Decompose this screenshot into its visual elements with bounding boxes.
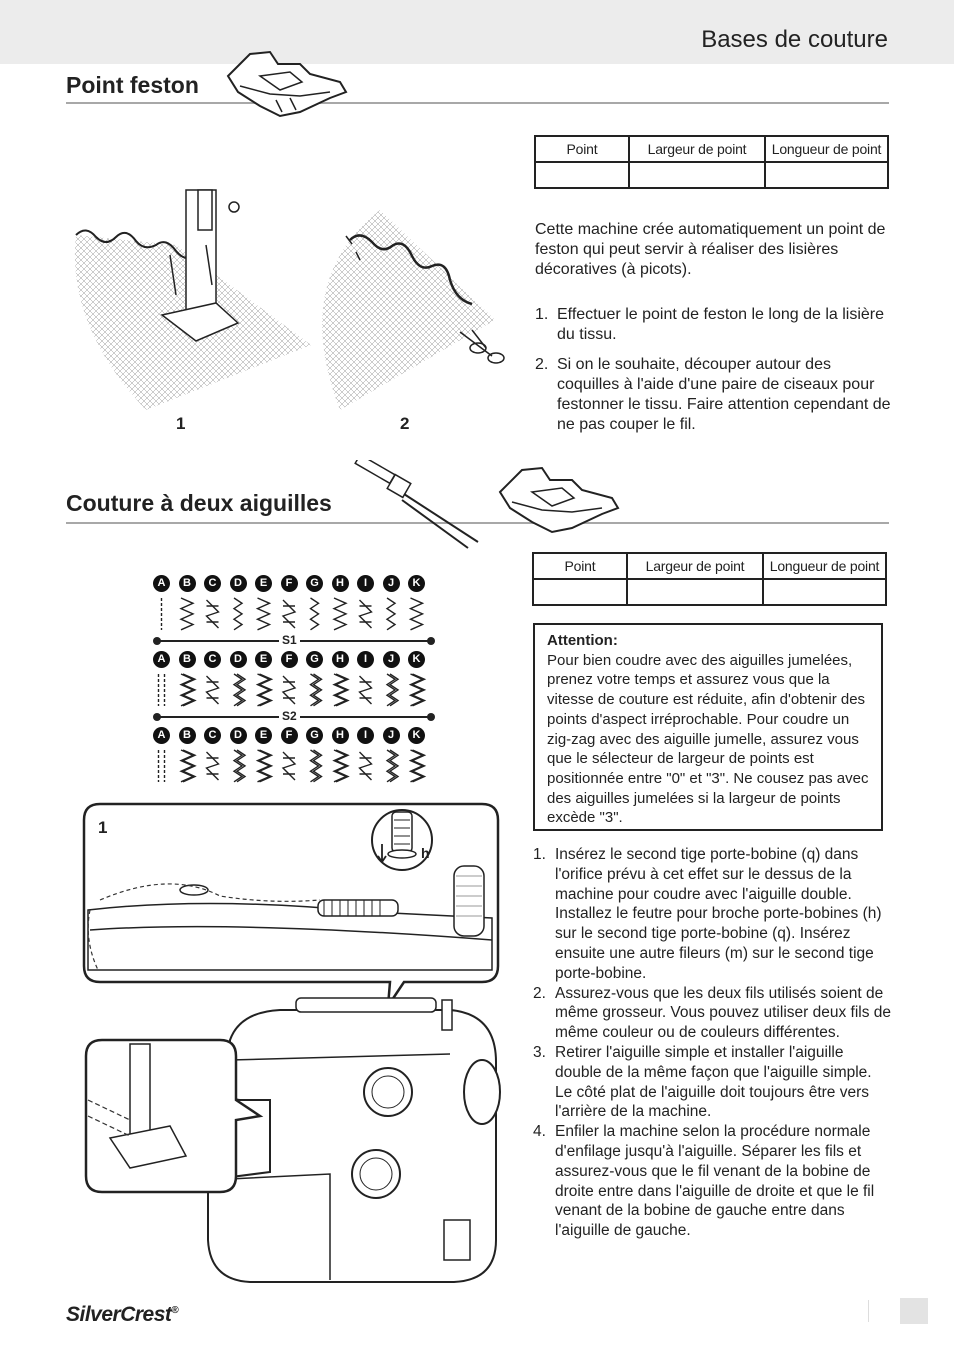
- step-number: 2.: [535, 356, 549, 373]
- stitch-pattern-glyph: [411, 598, 423, 630]
- stitch-pattern-glyph: [360, 752, 372, 780]
- list-item: [533, 1122, 891, 1241]
- stitch-letter-badge: H: [332, 651, 349, 668]
- stitch-letter-badge: A: [153, 651, 170, 668]
- stitch-settings-table-2: [532, 552, 887, 606]
- step-text: Enfiler la machine selon la procédure normale d'enfilage jusqu'à l'aiguille. Séparer les fils et assurez-vous que le fil venant de la bobine de droite entre dans l'aiguille de droite et que le fil venant de la bobine de gauche entre dans l'aiguille de gauche.: [555, 1123, 875, 1240]
- brand-name: SilverCrest: [66, 1303, 172, 1326]
- list-item: [535, 355, 891, 435]
- step-text: Retirer l'aiguille simple et installer l'aiguille double de la même façon que l'aiguille simple. Le côté plat de l'aiguille doit toujours être vers l'arrière de la machine.: [555, 1043, 872, 1121]
- step-number: 2.: [533, 984, 546, 1002]
- stitch-letter-badge: G: [306, 651, 323, 668]
- presser-foot-icon: [492, 462, 622, 537]
- section1-intro: Cette machine crée automatiquement un point de feston qui peut servir à réaliser des lisières décoratives (à picots).: [535, 221, 886, 278]
- stitch-pattern-glyph: [181, 674, 195, 706]
- stitch-pattern-glyph: [258, 598, 270, 630]
- stitch-letter-badge: A: [153, 575, 170, 592]
- stitch-letter-badge: B: [179, 727, 196, 744]
- stitch-letter-badge: F: [281, 651, 298, 668]
- stitch-pattern-glyph: [283, 676, 295, 704]
- table-cell: [765, 162, 888, 188]
- stitch-letter-badge: K: [408, 727, 425, 744]
- stitch-letter-row: [153, 651, 435, 668]
- stitch-letter-badge: G: [306, 575, 323, 592]
- stitch-letter-badge: J: [383, 651, 400, 668]
- stitch-pattern-glyph: [334, 750, 348, 782]
- stitch-pattern-glyph: [181, 598, 193, 630]
- stitch-settings-table-1: [534, 135, 889, 189]
- stitch-pattern-glyph: [207, 676, 219, 704]
- stitch-letter-badge: D: [230, 727, 247, 744]
- stitch-pattern-row-1: [153, 596, 435, 632]
- stitch-letter-row: [153, 575, 435, 592]
- stitch-pattern-glyph: [334, 598, 346, 630]
- row-label-s1: S1: [279, 633, 300, 647]
- stitch-chart: [153, 575, 435, 784]
- stitch-letter-badge: H: [332, 727, 349, 744]
- table-cell: [535, 162, 629, 188]
- attention-text: Pour bien coudre avec des aiguilles jumelées, prenez votre temps et assurez vous que la vitesse de couture est réduite, afin d'obtenir des points d'aspect irréprochable. Pour coudre un zig-zag avec des aiguille jumelle, assurez vous que le sélecteur de largeur de points est positionnée entre "0" et "3". Ne cousez pas avec des aiguilles jumelées si la largeur de points excède "3".: [547, 651, 869, 827]
- step-number: 3.: [533, 1043, 546, 1061]
- figure-label-1: 1: [176, 414, 186, 433]
- table-header-width: Largeur de point: [627, 553, 763, 579]
- stitch-letter-badge: G: [306, 727, 323, 744]
- stitch-pattern-glyph: [234, 598, 242, 630]
- stitch-pattern-glyph: [360, 600, 372, 628]
- stitch-pattern-glyph: [159, 674, 165, 706]
- attention-box: [533, 623, 883, 831]
- stitch-pattern-glyph: [411, 750, 425, 782]
- stitch-pattern-glyph: [234, 750, 245, 782]
- stitch-pattern-glyph: [283, 600, 295, 628]
- page-tab: [900, 1298, 928, 1324]
- attention-title: Attention:: [547, 632, 618, 649]
- stitch-pattern-glyph: [159, 750, 165, 782]
- table-cell: [627, 579, 763, 605]
- stitch-letter-badge: E: [255, 651, 272, 668]
- stitch-letter-badge: D: [230, 575, 247, 592]
- stitch-pattern-glyph: [387, 598, 395, 630]
- stitch-letter-badge: C: [204, 727, 221, 744]
- table-cell: [629, 162, 765, 188]
- table-header-length: Longueur de point: [763, 553, 886, 579]
- stitch-pattern-glyph: [283, 752, 295, 780]
- s2-divider: [153, 710, 435, 724]
- stitch-pattern-glyph: [258, 674, 272, 706]
- step-text: Si on le souhaite, découper autour des coquilles à l'aide d'une paire de ciseaux pour festonner le tissu. Faire attention cependant de ne pas couper le fil.: [557, 356, 891, 433]
- stitch-letter-badge: F: [281, 727, 298, 744]
- stitch-letter-badge: E: [255, 727, 272, 744]
- stitch-letter-badge: C: [204, 575, 221, 592]
- stitch-letter-badge: C: [204, 651, 221, 668]
- sewing-machine-illustration: [70, 800, 510, 1290]
- step-text: Effectuer le point de feston le long de la lisière du tissu.: [557, 306, 885, 343]
- list-item: [533, 1043, 891, 1122]
- table-header-width: Largeur de point: [629, 136, 765, 162]
- stitch-pattern-glyph: [387, 674, 398, 706]
- page-header-title: Bases de couture: [701, 26, 888, 53]
- step-text: Assurez-vous que les deux fils utilisés soient de même grosseur. Vous pouvez utiliser deux fils de même couleur ou de couleurs différentes.: [555, 984, 892, 1042]
- stitch-pattern-glyph: [207, 752, 219, 780]
- stitch-letter-badge: I: [357, 727, 374, 744]
- scallop-stitch-illustration-2: [300, 200, 515, 425]
- stitch-letter-badge: B: [179, 575, 196, 592]
- brand-logo: [66, 1303, 178, 1327]
- section1-steps: [535, 305, 891, 435]
- stitch-pattern-row-3: [153, 748, 435, 784]
- figure-label-2: 2: [400, 414, 410, 433]
- step-number: 1.: [533, 846, 546, 863]
- table-cell: [763, 579, 886, 605]
- stitch-letter-row: [153, 727, 435, 744]
- stitch-letter-badge: I: [357, 651, 374, 668]
- table-header-point: Point: [533, 553, 627, 579]
- row-label-s2: S2: [279, 709, 300, 723]
- table-header-point: Point: [535, 136, 629, 162]
- stitch-letter-badge: J: [383, 575, 400, 592]
- s1-divider: [153, 634, 435, 648]
- step-text: Insérez le second tige porte-bobine (q) dans l'orifice prévu à cet effet sur le dessus de la machine pour coudre avec l'aiguille double. Installez le feutre pour broche porte-bobines (h) sur le second tige porte-bobine (q). Insérez ensuite une autre fileurs (m) sur le second tige porte-bobine.: [555, 846, 882, 982]
- stitch-letter-badge: H: [332, 575, 349, 592]
- stitch-letter-badge: I: [357, 575, 374, 592]
- stitch-letter-badge: K: [408, 651, 425, 668]
- stitch-pattern-glyph: [234, 674, 245, 706]
- stitch-pattern-row-2: [153, 672, 435, 708]
- step-number: 1.: [535, 306, 549, 323]
- step-number: 4.: [533, 1123, 546, 1141]
- section2-steps: [533, 845, 891, 1241]
- twin-needle-icon: [350, 460, 490, 550]
- stitch-pattern-glyph: [311, 674, 322, 706]
- stitch-pattern-glyph: [181, 750, 195, 782]
- stitch-pattern-glyph: [387, 750, 398, 782]
- table-header-length: Longueur de point: [765, 136, 888, 162]
- scallop-stitch-illustration-1: [66, 185, 316, 415]
- stitch-letter-badge: K: [408, 575, 425, 592]
- section-title-point-feston: Point feston: [66, 72, 199, 98]
- presser-foot-icon: [220, 46, 350, 121]
- section-rule: [66, 102, 889, 104]
- stitch-letter-badge: J: [383, 727, 400, 744]
- stitch-letter-badge: F: [281, 575, 298, 592]
- stitch-pattern-glyph: [411, 674, 425, 706]
- list-item: [535, 305, 891, 345]
- stitch-pattern-glyph: [311, 750, 322, 782]
- figure-label-machine: 1: [98, 818, 108, 837]
- stitch-pattern-glyph: [311, 598, 319, 630]
- stitch-pattern-glyph: [334, 674, 348, 706]
- stitch-pattern-glyph: [258, 750, 272, 782]
- callout-letter-h: h: [421, 845, 430, 861]
- section-title-twin-needle: Couture à deux aiguilles: [66, 490, 332, 516]
- list-item: [533, 984, 891, 1043]
- trademark-symbol: ®: [171, 1305, 179, 1316]
- stitch-letter-badge: B: [179, 651, 196, 668]
- table-cell: [533, 579, 627, 605]
- stitch-pattern-glyph: [207, 600, 219, 628]
- stitch-letter-badge: A: [153, 727, 170, 744]
- page-divider: [868, 1300, 869, 1322]
- stitch-letter-badge: D: [230, 651, 247, 668]
- list-item: [533, 845, 891, 984]
- stitch-letter-badge: E: [255, 575, 272, 592]
- stitch-pattern-glyph: [360, 676, 372, 704]
